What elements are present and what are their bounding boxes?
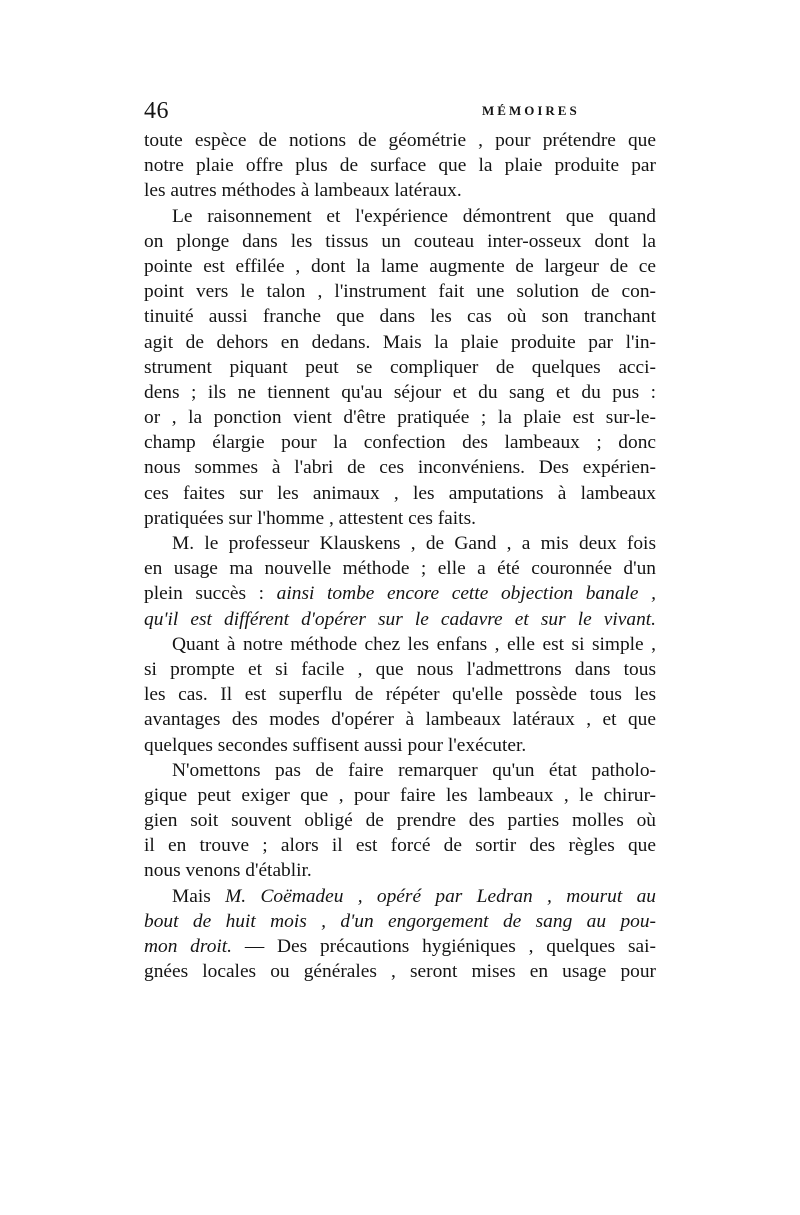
- text-line: si prompte et si facile , que nous l'admettrons dans tous: [144, 658, 656, 680]
- italic-segment: ainsi tombe encore cette objection banale ,: [276, 583, 656, 605]
- page-number: 46: [144, 98, 169, 124]
- text-line: [144, 581, 656, 606]
- text-line: dens ; ils ne tiennent qu'au séjour et du sang et du pus :: [144, 381, 656, 403]
- text-line: nous venons d'établir.: [144, 860, 312, 882]
- text-line: gique peut exiger que , pour faire les lambeaux , le chirur-: [144, 784, 656, 806]
- text-line: M. le professeur Klauskens , de Gand , a mis deux fois: [172, 533, 656, 554]
- text-line: les autres méthodes à lambeaux latéraux.: [144, 180, 462, 202]
- text-line: or , la ponction vient d'être pratiquée ; la plaie est sur-le-: [144, 407, 656, 429]
- paragraph-5: [144, 758, 656, 884]
- roman-segment: plein succès :: [144, 583, 277, 605]
- italic-segment: M. Coëmadeu , opéré par Ledran , mourut au: [225, 885, 656, 907]
- roman-segment: Mais: [172, 885, 226, 907]
- text-line: [144, 934, 656, 959]
- running-head: MÉMOIRES: [482, 103, 580, 118]
- text-line: les cas. Il est superflu de répéter qu'elle possède tous les: [144, 684, 656, 706]
- text-line: [144, 884, 656, 909]
- page-header: [144, 98, 664, 126]
- text-line: ces faites sur les animaux , les amputations à lambeaux: [144, 482, 656, 504]
- text-line: notre plaie offre plus de surface que la plaie produite par: [144, 155, 656, 177]
- text-line: Quant à notre méthode chez les enfans , elle est si simple ,: [172, 633, 656, 655]
- text-line: champ élargie pour la confection des lambeaux ; donc: [144, 432, 656, 454]
- text-line: gnées locales ou générales , seront mises en usage pour: [144, 961, 656, 983]
- text-line: avantages des modes d'opérer à lambeaux latéraux , et que: [144, 709, 656, 731]
- text-line: quelques secondes suffisent aussi pour l'exécuter.: [144, 734, 527, 756]
- text-line: strument piquant peut se compliquer de quelques acci-: [144, 356, 656, 378]
- text-line: pointe est effilée , dont la lame augmente de largeur de ce: [144, 255, 656, 277]
- text-line: on plonge dans les tissus un couteau inter-osseux dont la: [144, 230, 656, 252]
- body-text: [144, 128, 656, 984]
- roman-segment: — Des précautions hygiéniques , quelques sai-: [232, 936, 656, 957]
- text-line: bout de huit mois , d'un engorgement de sang au pou-: [144, 910, 656, 932]
- paragraph-2: [144, 204, 656, 531]
- paragraph-1: [144, 128, 656, 204]
- text-line: qu'il est différent d'opérer sur le cadavre et sur le vivant.: [144, 608, 656, 630]
- text-line: nous sommes à l'abri de ces inconvéniens. Des expérien-: [144, 457, 656, 479]
- text-line: tinuité aussi franche que dans les cas où son tranchant: [144, 306, 656, 328]
- paragraph-4: [144, 632, 656, 758]
- text-line: toute espèce de notions de géométrie , pour prétendre que: [144, 130, 656, 151]
- italic-segment: mon droit.: [144, 936, 233, 957]
- text-line: N'omettons pas de faire remarquer qu'un état patholo-: [172, 759, 656, 781]
- paragraph-3: [144, 531, 656, 632]
- text-line: agit de dehors en dedans. Mais la plaie produite par l'in-: [144, 331, 656, 353]
- text-line: gien soit souvent obligé de prendre des parties molles où: [144, 810, 656, 832]
- text-line: il en trouve ; alors il est forcé de sortir des règles que: [144, 835, 656, 857]
- text-line: Le raisonnement et l'expérience démontrent que quand: [172, 205, 656, 227]
- text-line: en usage ma nouvelle méthode ; elle a été couronnée d'un: [144, 558, 656, 580]
- paragraph-6: [144, 884, 656, 985]
- text-line: pratiquées sur l'homme , attestent ces faits.: [144, 507, 476, 529]
- text-line: point vers le talon , l'instrument fait une solution de con-: [144, 281, 656, 303]
